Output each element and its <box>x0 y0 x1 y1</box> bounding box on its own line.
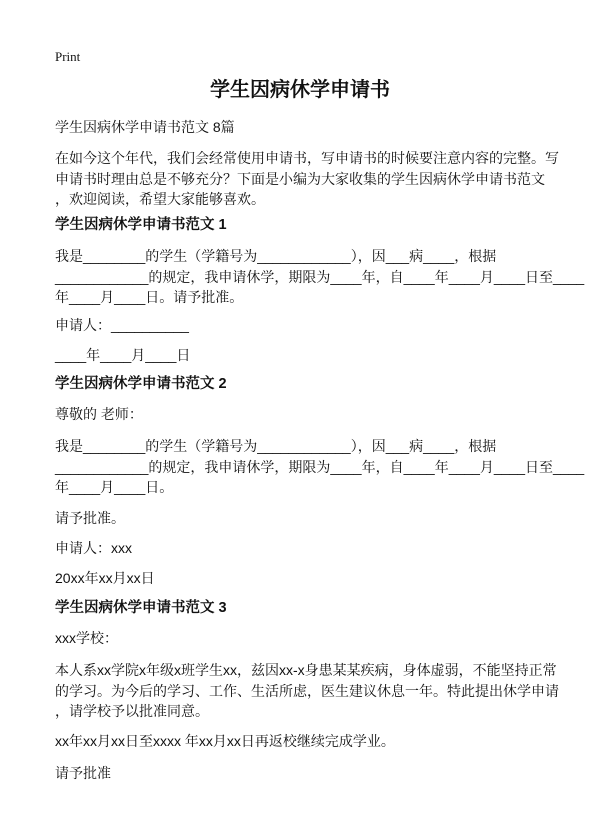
text-line: ，请学校予以批准同意。 <box>55 703 209 719</box>
section1-applicant: 申请人：__________ <box>55 317 189 333</box>
text-line: 在如今这个年代，我们会经常使用申请书，写申请书的时候要注意内容的完整。写 <box>55 150 559 166</box>
text-line: ____________的规定，我申请休学，期限为____年，自____年____月____日至____ <box>55 458 585 475</box>
text-line: 我是________的学生（学籍号为____________），因___病____，根据 <box>55 248 497 264</box>
text-line: 的学习。为今后的学习、工作、生活所虑，医生建议休息一年。特此提出休学申请 <box>55 682 559 699</box>
document-title: 学生因病休学申请书 <box>210 79 390 101</box>
section3-body <box>55 660 559 722</box>
section2-heading: 学生因病休学申请书范文 2 <box>55 376 227 392</box>
section2-request: 请予批准。 <box>55 510 125 526</box>
section1-body <box>55 246 584 308</box>
section3-heading: 学生因病休学申请书范文 3 <box>55 600 227 616</box>
subtitle: 学生因病休学申请书范文 8篇 <box>55 119 235 135</box>
section2-salutation: 尊敬的 老师： <box>55 406 143 422</box>
section1-heading: 学生因病休学申请书范文 1 <box>55 217 227 233</box>
text-line: 本人系xx学院x年级x班学生xx，兹因xx-x身患某某疾病，身体虚弱，不能坚持正常 <box>55 662 557 678</box>
text-line: 年____月____日。 <box>55 479 174 495</box>
section2-date: 20xx年xx月xx日 <box>55 570 155 586</box>
intro-paragraph <box>55 148 559 210</box>
text-line: ，欢迎阅读，希望大家能够喜欢。 <box>55 191 265 207</box>
section1-date: ____年____月____日 <box>55 347 191 363</box>
text-line: 申请书时理由总是不够充分？下面是小编为大家收集的学生因病休学申请书范文 <box>55 170 545 187</box>
section3-request: 请予批准 <box>55 765 111 781</box>
print-label[interactable]: Print <box>55 49 81 64</box>
text-line: 我是________的学生（学籍号为____________），因___病____，根据 <box>55 438 497 454</box>
section3-period: xx年xx月xx日至xxxx 年xx月xx日再返校继续完成学业。 <box>55 733 395 749</box>
section2-applicant: 申请人：xxx <box>55 540 132 556</box>
section2-body <box>55 436 584 498</box>
section3-salutation: xxx学校： <box>55 630 118 646</box>
text-line: ____________的规定，我申请休学，期限为____年，自____年____月____日至____ <box>55 268 585 285</box>
text-line: 年____月____日。请予批准。 <box>55 289 244 305</box>
